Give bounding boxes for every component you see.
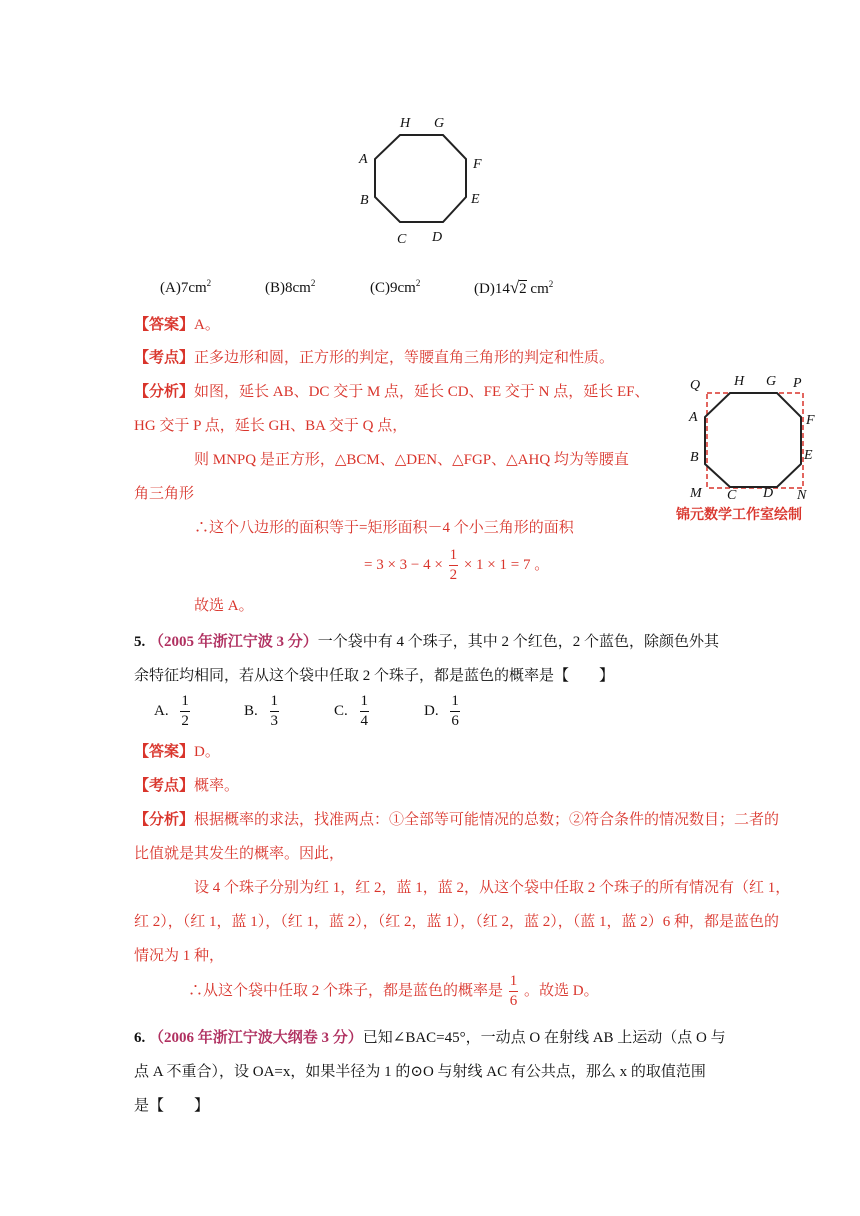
q4-formula: = 3 × 3 − 4 × $\frac{1}{2}$ × 1 × 1 = 7 。 (364, 547, 550, 583)
vertex-label-n: N (797, 488, 807, 503)
vertex-label-d2: D (763, 486, 774, 501)
q4-fenxi-line5: ∴这个八边形的面积等于=矩形面积－4 个小三角形的面积 (194, 520, 574, 536)
vertex-label-h2: H (734, 374, 745, 389)
q4-answer: 【答案】A。 (134, 317, 220, 333)
octagon-square-shape (680, 374, 840, 504)
vertex-label-f2: F (806, 413, 815, 428)
vertex-label-e2: E (804, 448, 813, 463)
q5-stem-line2: 余特征均相同，若从这个袋中任取 2 个珠子，都是蓝色的概率是【 】 (134, 668, 615, 684)
q4-option-d: (D)14√2 $cm^2$ (474, 278, 554, 297)
figure-caption: 锦元数学工作室绘制 (676, 507, 802, 523)
vertex-label-g2: G (766, 374, 777, 389)
q5-answer: 【答案】D。 (134, 744, 220, 760)
q5-fenxi-line4: 红 2），（红 1，蓝 1），（红 1，蓝 2），（红 2，蓝 1），（红 2，蓝 2），（蓝 1，蓝 2）6 种，都是蓝色的 (134, 914, 780, 930)
vertex-label-p: P (793, 376, 802, 391)
vertex-label-a2: A (689, 410, 698, 425)
octagon-square-figure (676, 374, 840, 534)
vertex-label-m: M (690, 486, 702, 501)
q5-fenxi-line1: 【分析】根据概率的求法，找准两点：①全部等可能情况的总数；②符合条件的情况数目；二者的 (134, 812, 780, 828)
q5-fenxi-line3: 设 4 个珠子分别为红 1，红 2，蓝 1，蓝 2，从这个袋中任取 2 个珠子的所有情况有（红 1， (194, 880, 791, 896)
q5-kaodian: 【考点】概率。 (134, 778, 240, 794)
q4-fenxi-line1: 【分析】如图，延长 AB、DC 交于 M 点，延长 CD、FE 交于 N 点，延长 EF、 (134, 384, 650, 400)
vertex-label-g: G (434, 116, 445, 131)
octagon-figure (350, 110, 500, 250)
vertex-label-q: Q (690, 378, 701, 393)
q6-stem-line3: 是【 】 (134, 1098, 210, 1114)
vertex-label-b: B (360, 193, 369, 208)
q5-option-a: A. $\frac{1}{2}$ (154, 693, 189, 729)
vertex-label-d: D (432, 230, 443, 245)
q4-fenxi-line3: 则 MNPQ 是正方形，△BCM、△DEN、△FGP、△AHQ 均为等腰直 (194, 452, 629, 468)
q4-option-b: $(B)8cm^2$ (265, 278, 316, 296)
octagon-shape (350, 110, 500, 250)
q4-option-c: $(C)9cm^2$ (370, 278, 421, 296)
vertex-label-a: A (359, 152, 368, 167)
vertex-label-c: C (397, 232, 407, 247)
q5-option-d: D. $\frac{1}{6}$ (424, 693, 459, 729)
q4-fenxi-line4: 角三角形 (134, 486, 195, 502)
vertex-label-b2: B (690, 450, 699, 465)
vertex-label-c2: C (727, 488, 737, 503)
q4-fenxi-line2: HG 交于 P 点，延长 GH、BA 交于 Q 点， (134, 418, 408, 434)
q5-fenxi-line5: 情况为 1 种， (134, 948, 225, 964)
sqrt-sign: √ (509, 278, 520, 297)
formula-fraction: $\frac{1}{2}$ (449, 547, 458, 583)
q5-final: ∴从这个袋中任取 2 个珠子，都是蓝色的概率是 $\frac{1}{6}$ 。故选 D。 (188, 973, 599, 1009)
q6-stem-line2: 点 A 不重合），设 OA=x，如果半径为 1 的⊙O 与射线 AC 有公共点，那么 x 的取值范围 (134, 1064, 706, 1080)
q5-fenxi-line2: 比值就是其发生的概率。因此， (134, 846, 345, 862)
vertex-label-f: F (473, 157, 482, 172)
q4-conclusion: 故选 A。 (194, 598, 254, 614)
q5-option-c: C. $\frac{1}{4}$ (334, 693, 369, 729)
vertex-label-e: E (471, 192, 480, 207)
q5-stem-line1: 5. （2005 年浙江宁波 3 分）一个袋中有 4 个珠子，其中 2 个红色，2 个蓝色，除颜色外其 (134, 634, 720, 650)
q4-kaodian: 【考点】正多边形和圆，正方形的判定，等腰直角三角形的判定和性质。 (134, 350, 615, 366)
vertex-label-h: H (400, 116, 411, 131)
q4-option-a: $(A)7cm^2$ (160, 278, 212, 296)
q5-option-b: B. $\frac{1}{3}$ (244, 693, 279, 729)
q6-stem-line1: 6. （2006 年浙江宁波大纲卷 3 分）已知∠BAC=45°，一动点 O 在射线 AB 上运动（点 O 与 (134, 1030, 726, 1046)
